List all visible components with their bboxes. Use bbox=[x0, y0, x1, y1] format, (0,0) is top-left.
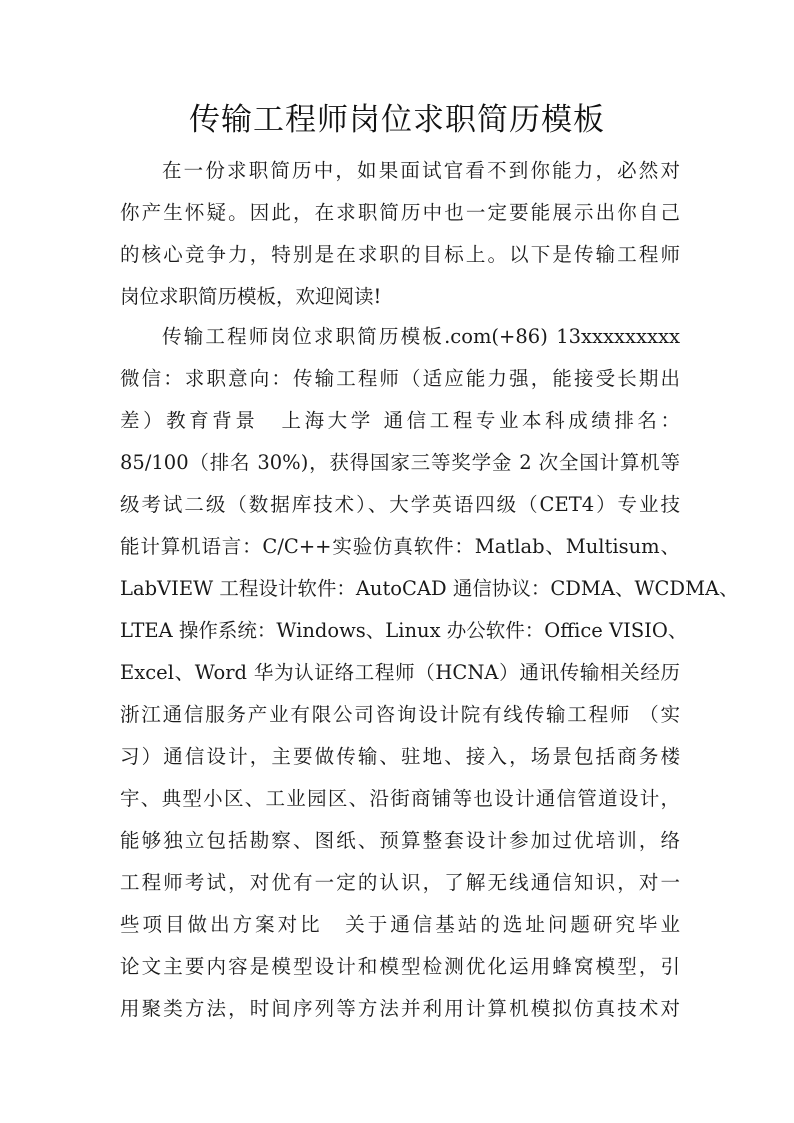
intro-line: 岗位求职简历模板，欢迎阅读! bbox=[120, 285, 382, 308]
resume-line: 微信：求职意向：传输工程师（适应能力强，能接受长期出 bbox=[120, 367, 680, 390]
resume-line: Excel、Word 华为认证络工程师（HCNA）通讯传输相关经历 bbox=[120, 661, 680, 684]
intro-paragraph bbox=[120, 150, 680, 318]
resume-line: 浙江通信服务产业有限公司咨询设计院有线传输工程师 （实 bbox=[120, 703, 680, 726]
resume-line: 论文主要内容是模型设计和模型检测优化运用蜂窝模型，引 bbox=[120, 955, 680, 978]
resume-line: 工程师考试，对优有一定的认识，了解无线通信知识，对一 bbox=[120, 871, 680, 894]
resume-line: 习）通信设计，主要做传输、驻地、接入，场景包括商务楼 bbox=[120, 745, 680, 768]
resume-line: 传输工程师岗位求职简历模板.com(+86) 13xxxxxxxxx bbox=[162, 325, 680, 348]
intro-line: 的核心竞争力，特别是在求职的目标上。以下是传输工程师 bbox=[120, 243, 680, 266]
resume-paragraph bbox=[120, 316, 739, 1030]
resume-line: 宇、典型小区、工业园区、沿街商铺等也设计通信管道设计， bbox=[120, 787, 680, 810]
resume-line: 能计算机语言：C/C++实验仿真软件：Matlab、Multisum、 bbox=[120, 535, 680, 558]
resume-line: 差）教育背景 上海大学 通信工程专业本科成绩排名： bbox=[120, 409, 680, 432]
intro-line: 在一份求职简历中，如果面试官看不到你能力，必然对 bbox=[162, 159, 680, 182]
resume-line: 些项目做出方案对比 关于通信基站的选址问题研究毕业 bbox=[120, 913, 680, 936]
resume-line: 能够独立包括勘察、图纸、预算整套设计参加过优培训，络 bbox=[120, 829, 680, 852]
resume-line: 85/100（排名 30%)，获得国家三等奖学金 2 次全国计算机等 bbox=[120, 451, 680, 474]
resume-line: 用聚类方法，时间序列等方法并利用计算机模拟仿真技术对 bbox=[120, 997, 680, 1020]
resume-line: LTEA 操作系统：Windows、Linux 办公软件：Office VISIO、 bbox=[120, 619, 688, 642]
resume-line: LabVIEW 工程设计软件：AutoCAD 通信协议：CDMA、WCDMA、 bbox=[120, 577, 739, 600]
document-title: 传输工程师岗位求职简历模板 bbox=[189, 102, 605, 138]
resume-line: 级考试二级（数据库技术）、大学英语四级（CET4）专业技 bbox=[120, 493, 680, 516]
intro-line: 你产生怀疑。因此，在求职简历中也一定要能展示出你自己 bbox=[120, 201, 680, 224]
